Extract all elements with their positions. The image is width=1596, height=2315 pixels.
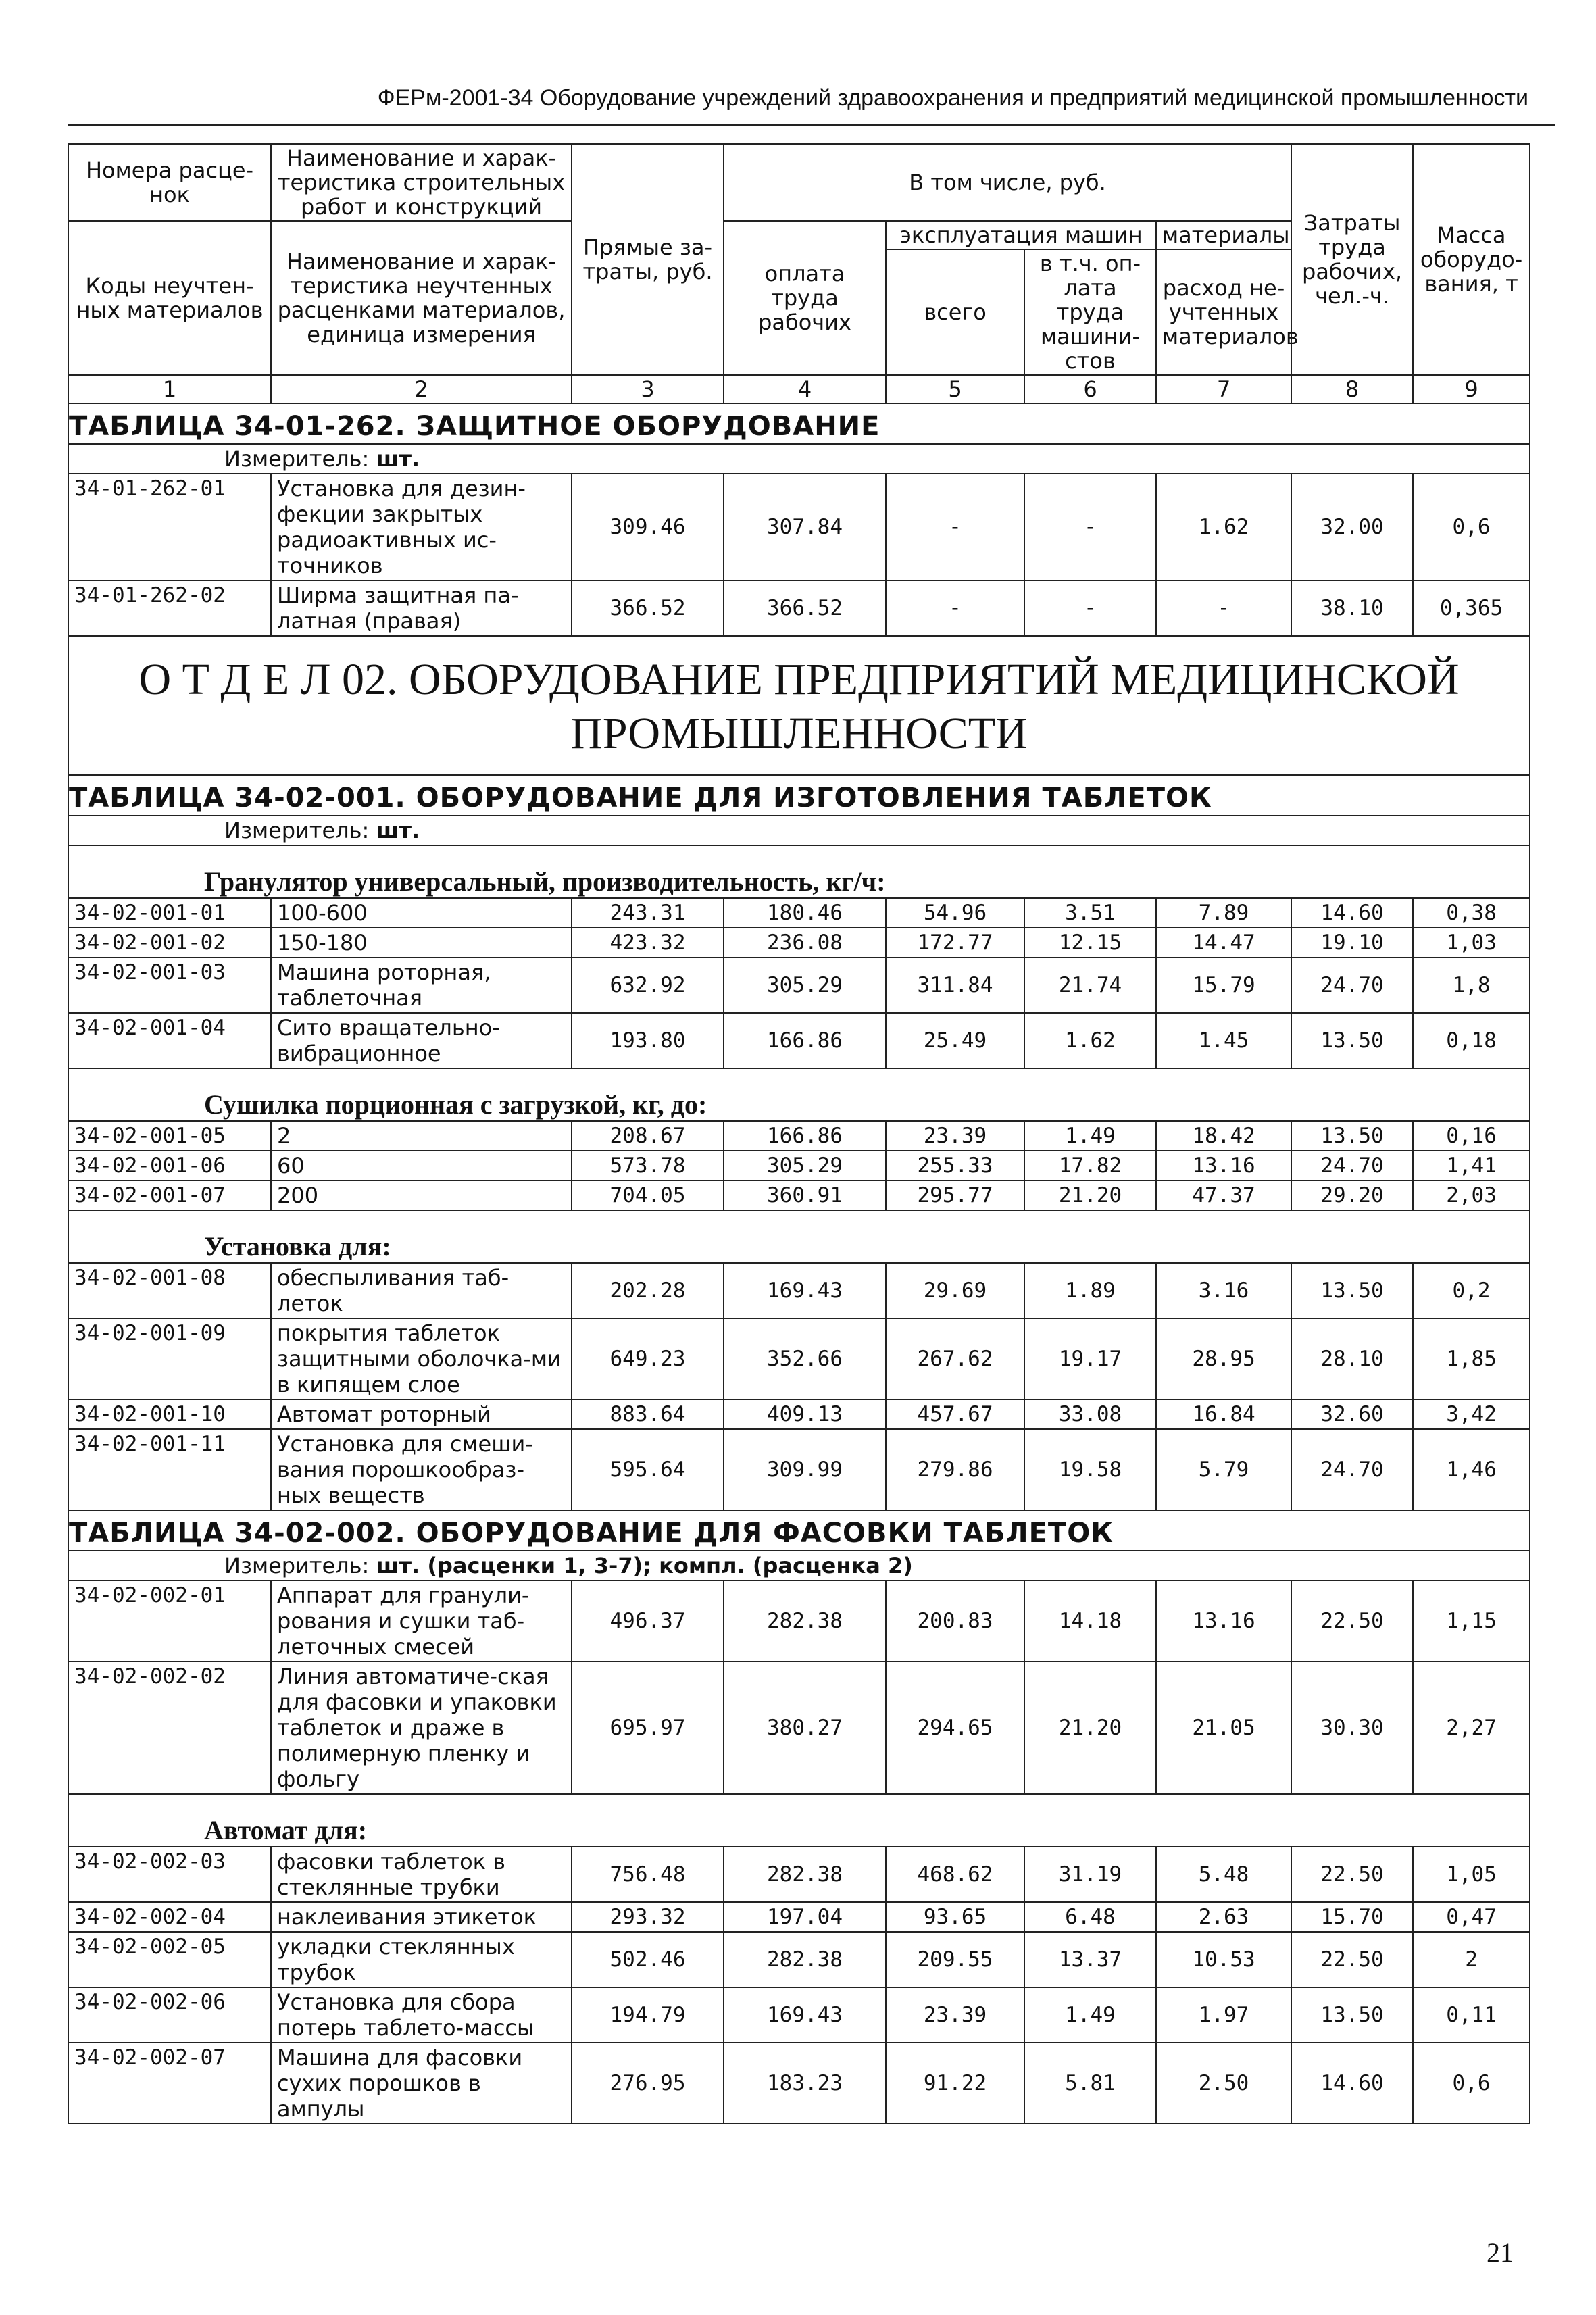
col-number: 9 xyxy=(1413,375,1530,403)
equipment-mass: 2 xyxy=(1413,1932,1530,1987)
work-name: Аппарат для гранули-рования и сушки таб-леточных смесей xyxy=(271,1580,572,1662)
rate-code: 34-02-001-11 xyxy=(68,1429,271,1510)
work-name: обеспыливания таб-леток xyxy=(271,1263,572,1318)
unit-row xyxy=(68,816,1530,845)
materials-cost: 10.53 xyxy=(1156,1932,1291,1987)
direct-cost: 756.48 xyxy=(572,1847,724,1902)
machinist-wages: 1.62 xyxy=(1024,1013,1156,1068)
unit-line-001 xyxy=(68,816,1530,845)
table-row xyxy=(68,1902,1530,1932)
labor-hours: 30.30 xyxy=(1291,1662,1413,1794)
machines-header: эксплуатация машин xyxy=(886,221,1156,249)
machinist-wages: 1.89 xyxy=(1024,1263,1156,1318)
labor-hours: 22.50 xyxy=(1291,1580,1413,1662)
labor-hours: 38.10 xyxy=(1291,580,1413,636)
worker-wages: 352.66 xyxy=(724,1318,886,1399)
direct-cost: 595.64 xyxy=(572,1429,724,1510)
table-row xyxy=(68,1429,1530,1510)
machine-cost: 23.39 xyxy=(886,1987,1024,2043)
table-row xyxy=(68,928,1530,957)
col1-header-bottom: Коды неучтен-ных материалов xyxy=(68,221,271,375)
materials-cost: - xyxy=(1156,580,1291,636)
machine-cost: 209.55 xyxy=(886,1932,1024,1987)
direct-cost: 293.32 xyxy=(572,1902,724,1932)
equipment-mass: 0,38 xyxy=(1413,898,1530,928)
worker-wages: 307.84 xyxy=(724,474,886,580)
labor-hours: 14.60 xyxy=(1291,2043,1413,2124)
work-name: Автомат роторный xyxy=(271,1399,572,1429)
header-rule xyxy=(68,124,1555,126)
direct-cost: 573.78 xyxy=(572,1151,724,1180)
direct-cost: 695.97 xyxy=(572,1662,724,1794)
column-numbers-row xyxy=(68,375,1530,403)
worker-wages: 282.38 xyxy=(724,1580,886,1662)
materials-cost: 13.16 xyxy=(1156,1151,1291,1180)
machinist-wages: 19.17 xyxy=(1024,1318,1156,1399)
worker-wages: 380.27 xyxy=(724,1662,886,1794)
group-row xyxy=(68,1068,1530,1121)
unit-value: шт. xyxy=(376,446,420,472)
table-row xyxy=(68,1580,1530,1662)
table-row xyxy=(68,957,1530,1013)
labor-hours: 14.60 xyxy=(1291,898,1413,928)
unit-line-002 xyxy=(68,1551,1530,1580)
labor-hours: 13.50 xyxy=(1291,1013,1413,1068)
unit-label: Измеритель: xyxy=(224,446,370,472)
materials-cost: 21.05 xyxy=(1156,1662,1291,1794)
table-row xyxy=(68,1013,1530,1068)
machine-cost: 172.77 xyxy=(886,928,1024,957)
table-row xyxy=(68,1180,1530,1210)
equipment-mass: 1,41 xyxy=(1413,1151,1530,1180)
col4-header: оплата труда рабочих xyxy=(724,221,886,375)
page-header: ФЕРм-2001-34 Оборудование учреждений здравоохранения и предприятий медицинской промышленности xyxy=(377,85,1528,111)
machine-cost: 255.33 xyxy=(886,1151,1024,1180)
col8-header: Затраты труда рабочих, чел.-ч. xyxy=(1291,144,1413,375)
materials-cost: 15.79 xyxy=(1156,957,1291,1013)
table-row xyxy=(68,1932,1530,1987)
group-row xyxy=(68,1794,1530,1847)
rate-code: 34-02-001-07 xyxy=(68,1180,271,1210)
table-row xyxy=(68,1847,1530,1902)
col-number: 5 xyxy=(886,375,1024,403)
col6-header: в т.ч. оп-лата труда машини-стов xyxy=(1024,249,1156,375)
rate-code: 34-02-001-10 xyxy=(68,1399,271,1429)
unit-row xyxy=(68,1551,1530,1580)
equipment-mass: 3,42 xyxy=(1413,1399,1530,1429)
col7-header: расход не-учтенных материалов xyxy=(1156,249,1291,375)
worker-wages: 305.29 xyxy=(724,1151,886,1180)
worker-wages: 180.46 xyxy=(724,898,886,928)
rate-code: 34-02-002-06 xyxy=(68,1987,271,2043)
equipment-mass: 0,18 xyxy=(1413,1013,1530,1068)
rate-code: 34-02-001-05 xyxy=(68,1121,271,1151)
equipment-mass: 1,46 xyxy=(1413,1429,1530,1510)
direct-cost: 366.52 xyxy=(572,580,724,636)
work-name: фасовки таблеток в стеклянные трубки xyxy=(271,1847,572,1902)
col-number: 2 xyxy=(271,375,572,403)
labor-hours: 24.70 xyxy=(1291,1429,1413,1510)
machinist-wages: 19.58 xyxy=(1024,1429,1156,1510)
equipment-mass: 1,05 xyxy=(1413,1847,1530,1902)
materials-cost: 1.45 xyxy=(1156,1013,1291,1068)
worker-wages: 360.91 xyxy=(724,1180,886,1210)
unit-row xyxy=(68,444,1530,474)
table-row xyxy=(68,2043,1530,2124)
work-name: укладки стеклянных трубок xyxy=(271,1932,572,1987)
machinist-wages: 33.08 xyxy=(1024,1399,1156,1429)
worker-wages: 169.43 xyxy=(724,1987,886,2043)
col9-header: Масса оборудо-вания, т xyxy=(1413,144,1530,375)
labor-hours: 32.00 xyxy=(1291,474,1413,580)
col2-header-top: Наименование и харак-теристика строительных работ и конструкций xyxy=(271,144,572,221)
work-name: Установка для сбора потерь таблето-массы xyxy=(271,1987,572,2043)
direct-cost: 632.92 xyxy=(572,957,724,1013)
worker-wages: 366.52 xyxy=(724,580,886,636)
machinist-wages: - xyxy=(1024,474,1156,580)
rate-code: 34-02-001-09 xyxy=(68,1318,271,1399)
unit-value: шт. (расценки 1, 3-7); компл. (расценка 2) xyxy=(376,1553,913,1578)
machinist-wages: 21.20 xyxy=(1024,1180,1156,1210)
work-name: 150-180 xyxy=(271,928,572,957)
materials-cost: 3.16 xyxy=(1156,1263,1291,1318)
machinist-wages: 6.48 xyxy=(1024,1902,1156,1932)
table-row xyxy=(68,580,1530,636)
machine-cost: 468.62 xyxy=(886,1847,1024,1902)
equipment-mass: 1,15 xyxy=(1413,1580,1530,1662)
table-row xyxy=(68,1987,1530,2043)
col1-header-top: Номера расце-нок xyxy=(68,144,271,221)
work-name: Сито вращательно-вибрационное xyxy=(271,1013,572,1068)
machinist-wages: 31.19 xyxy=(1024,1847,1156,1902)
labor-hours: 15.70 xyxy=(1291,1902,1413,1932)
worker-wages: 309.99 xyxy=(724,1429,886,1510)
col-number: 1 xyxy=(68,375,271,403)
machine-cost: 200.83 xyxy=(886,1580,1024,1662)
table-header-row xyxy=(68,144,1530,221)
machinist-wages: 21.74 xyxy=(1024,957,1156,1013)
machine-cost: 294.65 xyxy=(886,1662,1024,1794)
work-name: Машина для фасовки сухих порошков в ампулы xyxy=(271,2043,572,2124)
rate-code: 34-02-002-07 xyxy=(68,2043,271,2124)
rate-code: 34-02-001-01 xyxy=(68,898,271,928)
materials-cost: 7.89 xyxy=(1156,898,1291,928)
rate-code: 34-02-002-04 xyxy=(68,1902,271,1932)
rate-code: 34-02-001-02 xyxy=(68,928,271,957)
labor-hours: 13.50 xyxy=(1291,1263,1413,1318)
rate-code: 34-02-002-02 xyxy=(68,1662,271,1794)
direct-cost: 202.28 xyxy=(572,1263,724,1318)
table-row xyxy=(68,1318,1530,1399)
machine-cost: 267.62 xyxy=(886,1318,1024,1399)
equipment-mass: 0,6 xyxy=(1413,2043,1530,2124)
table-title-row xyxy=(68,1510,1530,1551)
materials-cost: 28.95 xyxy=(1156,1318,1291,1399)
direct-cost: 423.32 xyxy=(572,928,724,957)
labor-hours: 19.10 xyxy=(1291,928,1413,957)
col-number: 6 xyxy=(1024,375,1156,403)
direct-cost: 649.23 xyxy=(572,1318,724,1399)
worker-wages: 166.86 xyxy=(724,1121,886,1151)
machinist-wages: 17.82 xyxy=(1024,1151,1156,1180)
machinist-wages: 3.51 xyxy=(1024,898,1156,928)
worker-wages: 282.38 xyxy=(724,1932,886,1987)
rate-code: 34-02-001-04 xyxy=(68,1013,271,1068)
materials-cost: 2.63 xyxy=(1156,1902,1291,1932)
direct-cost: 502.46 xyxy=(572,1932,724,1987)
group-row xyxy=(68,845,1530,898)
machine-cost: 295.77 xyxy=(886,1180,1024,1210)
machinist-wages: 5.81 xyxy=(1024,2043,1156,2124)
group-header: В том числе, руб. xyxy=(724,144,1291,221)
work-name: наклеивания этикеток xyxy=(271,1902,572,1932)
materials-cost: 14.47 xyxy=(1156,928,1291,957)
rate-code: 34-01-262-01 xyxy=(68,474,271,580)
equipment-mass: 0,16 xyxy=(1413,1121,1530,1151)
worker-wages: 409.13 xyxy=(724,1399,886,1429)
unit-label: Измеритель: xyxy=(224,1553,370,1578)
work-name: 100-600 xyxy=(271,898,572,928)
rate-code: 34-02-002-01 xyxy=(68,1580,271,1662)
work-name: Машина роторная, таблеточная xyxy=(271,957,572,1013)
col-number: 8 xyxy=(1291,375,1413,403)
work-name: Ширма защитная па-латная (правая) xyxy=(271,580,572,636)
labor-hours: 32.60 xyxy=(1291,1399,1413,1429)
machinist-wages: 13.37 xyxy=(1024,1932,1156,1987)
col3-header: Прямые за-траты, руб. xyxy=(572,144,724,375)
labor-hours: 22.50 xyxy=(1291,1847,1413,1902)
norms-table xyxy=(68,143,1530,2124)
machine-cost: 93.65 xyxy=(886,1902,1024,1932)
unit-line-262 xyxy=(68,444,1530,474)
machine-cost: 311.84 xyxy=(886,957,1024,1013)
direct-cost: 194.79 xyxy=(572,1987,724,2043)
equipment-mass: 0,365 xyxy=(1413,580,1530,636)
direct-cost: 208.67 xyxy=(572,1121,724,1151)
rate-code: 34-02-001-06 xyxy=(68,1151,271,1180)
direct-cost: 883.64 xyxy=(572,1399,724,1429)
direct-cost: 309.46 xyxy=(572,474,724,580)
direct-cost: 704.05 xyxy=(572,1180,724,1210)
direct-cost: 276.95 xyxy=(572,2043,724,2124)
norms-document xyxy=(68,143,1529,2124)
work-name: Установка для дезин-фекции закрытых радиоактивных ис-точников xyxy=(271,474,572,580)
rate-code: 34-02-001-08 xyxy=(68,1263,271,1318)
table-row xyxy=(68,474,1530,580)
labor-hours: 24.70 xyxy=(1291,1151,1413,1180)
direct-cost: 193.80 xyxy=(572,1013,724,1068)
department-row xyxy=(68,636,1530,775)
equipment-mass: 1,85 xyxy=(1413,1318,1530,1399)
table-title-262: ТАБЛИЦА 34-01-262. ЗАЩИТНОЕ ОБОРУДОВАНИЕ xyxy=(68,403,1530,444)
materials-cost: 5.79 xyxy=(1156,1429,1291,1510)
labor-hours: 22.50 xyxy=(1291,1932,1413,1987)
machine-cost: 457.67 xyxy=(886,1399,1024,1429)
work-name: Установка для смеши-вания порошкообраз-ных веществ xyxy=(271,1429,572,1510)
work-name: 200 xyxy=(271,1180,572,1210)
worker-wages: 183.23 xyxy=(724,2043,886,2124)
equipment-mass: 2,27 xyxy=(1413,1662,1530,1794)
labor-hours: 13.50 xyxy=(1291,1987,1413,2043)
table-row xyxy=(68,1151,1530,1180)
machine-cost: - xyxy=(886,580,1024,636)
machinist-wages: 1.49 xyxy=(1024,1987,1156,2043)
machine-cost: 29.69 xyxy=(886,1263,1024,1318)
machine-cost: 279.86 xyxy=(886,1429,1024,1510)
col-number: 7 xyxy=(1156,375,1291,403)
equipment-mass: 0,6 xyxy=(1413,474,1530,580)
materials-cost: 16.84 xyxy=(1156,1399,1291,1429)
materials-cost: 13.16 xyxy=(1156,1580,1291,1662)
machinist-wages: 21.20 xyxy=(1024,1662,1156,1794)
direct-cost: 243.31 xyxy=(572,898,724,928)
table-title-row xyxy=(68,775,1530,816)
machine-cost: 54.96 xyxy=(886,898,1024,928)
materials-cost: 2.50 xyxy=(1156,2043,1291,2124)
worker-wages: 197.04 xyxy=(724,1902,886,1932)
machinist-wages: 12.15 xyxy=(1024,928,1156,957)
materials-header: материалы xyxy=(1156,221,1291,249)
worker-wages: 236.08 xyxy=(724,928,886,957)
machinist-wages: - xyxy=(1024,580,1156,636)
group-title-installation: Установка для: xyxy=(68,1210,1530,1263)
labor-hours: 24.70 xyxy=(1291,957,1413,1013)
department-title: О Т Д Е Л 02. ОБОРУДОВАНИЕ ПРЕДПРИЯТИЙ МЕДИЦИНСКОЙ ПРОМЫШЛЕННОСТИ xyxy=(68,636,1530,775)
group-title-dryer: Сушилка порционная с загрузкой, кг, до: xyxy=(68,1068,1530,1121)
materials-cost: 18.42 xyxy=(1156,1121,1291,1151)
materials-cost: 1.97 xyxy=(1156,1987,1291,2043)
rate-code: 34-02-002-05 xyxy=(68,1932,271,1987)
worker-wages: 282.38 xyxy=(724,1847,886,1902)
worker-wages: 305.29 xyxy=(724,957,886,1013)
machine-cost: 23.39 xyxy=(886,1121,1024,1151)
col5-header: всего xyxy=(886,249,1024,375)
page-number: 21 xyxy=(1487,2237,1514,2268)
rate-code: 34-02-002-03 xyxy=(68,1847,271,1902)
equipment-mass: 1,03 xyxy=(1413,928,1530,957)
table-title-002: ТАБЛИЦА 34-02-002. ОБОРУДОВАНИЕ ДЛЯ ФАСОВКИ ТАБЛЕТОК xyxy=(68,1510,1530,1551)
unit-value: шт. xyxy=(376,818,420,843)
materials-cost: 47.37 xyxy=(1156,1180,1291,1210)
equipment-mass: 1,8 xyxy=(1413,957,1530,1013)
machine-cost: - xyxy=(886,474,1024,580)
machine-cost: 25.49 xyxy=(886,1013,1024,1068)
group-title-automat: Автомат для: xyxy=(68,1794,1530,1847)
group-title-granulator: Гранулятор универсальный, производительность, кг/ч: xyxy=(68,845,1530,898)
group-row xyxy=(68,1210,1530,1263)
worker-wages: 169.43 xyxy=(724,1263,886,1318)
equipment-mass: 0,11 xyxy=(1413,1987,1530,2043)
table-row xyxy=(68,1121,1530,1151)
unit-label: Измеритель: xyxy=(224,818,370,843)
table-row xyxy=(68,898,1530,928)
rate-code: 34-02-001-03 xyxy=(68,957,271,1013)
work-name: Линия автоматиче-ская для фасовки и упаковки таблеток и драже в полимерную пленку и фольгу xyxy=(271,1662,572,1794)
machinist-wages: 1.49 xyxy=(1024,1121,1156,1151)
machine-cost: 91.22 xyxy=(886,2043,1024,2124)
table-row xyxy=(68,1662,1530,1794)
work-name: 2 xyxy=(271,1121,572,1151)
worker-wages: 166.86 xyxy=(724,1013,886,1068)
materials-cost: 5.48 xyxy=(1156,1847,1291,1902)
rate-code: 34-01-262-02 xyxy=(68,580,271,636)
equipment-mass: 0,2 xyxy=(1413,1263,1530,1318)
work-name: 60 xyxy=(271,1151,572,1180)
labor-hours: 29.20 xyxy=(1291,1180,1413,1210)
table-row xyxy=(68,1399,1530,1429)
col2-header-bottom: Наименование и харак-теристика неучтенных расценками материалов, единица измерения xyxy=(271,221,572,375)
labor-hours: 13.50 xyxy=(1291,1121,1413,1151)
direct-cost: 496.37 xyxy=(572,1580,724,1662)
table-row xyxy=(68,1263,1530,1318)
labor-hours: 28.10 xyxy=(1291,1318,1413,1399)
work-name: покрытия таблеток защитными оболочка-ми в кипящем слое xyxy=(271,1318,572,1399)
table-title-row xyxy=(68,403,1530,444)
machinist-wages: 14.18 xyxy=(1024,1580,1156,1662)
materials-cost: 1.62 xyxy=(1156,474,1291,580)
col-number: 4 xyxy=(724,375,886,403)
equipment-mass: 2,03 xyxy=(1413,1180,1530,1210)
col-number: 3 xyxy=(572,375,724,403)
equipment-mass: 0,47 xyxy=(1413,1902,1530,1932)
table-title-001: ТАБЛИЦА 34-02-001. ОБОРУДОВАНИЕ ДЛЯ ИЗГОТОВЛЕНИЯ ТАБЛЕТОК xyxy=(68,775,1530,816)
